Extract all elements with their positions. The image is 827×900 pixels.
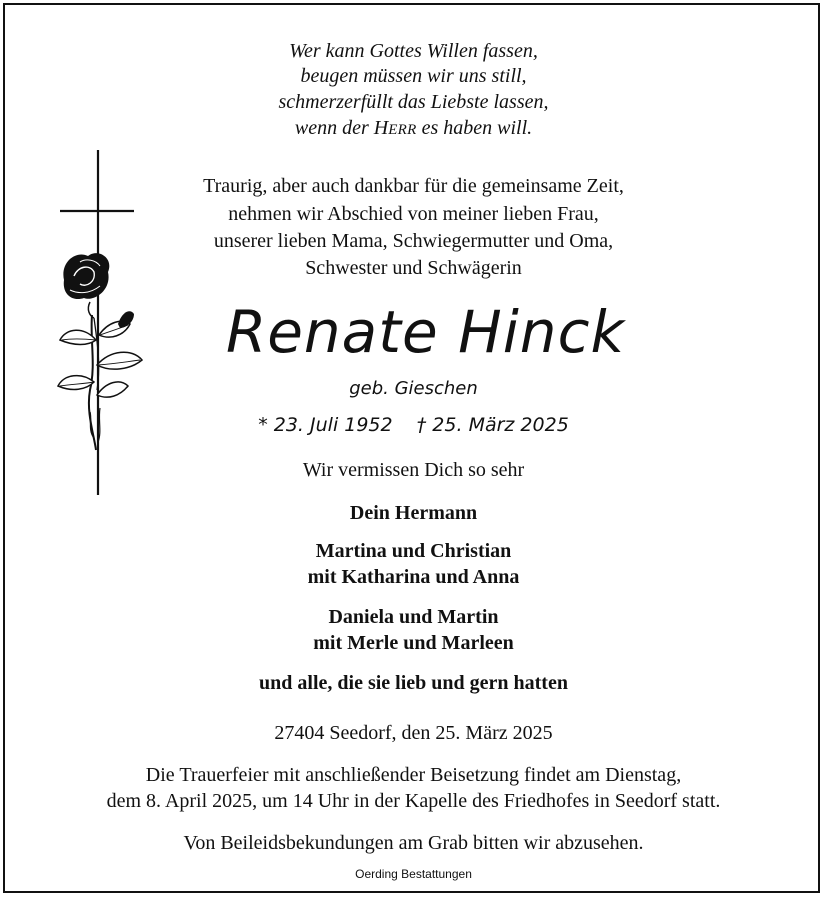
family-all-line: und alle, die sie lieb und gern hatten [259, 672, 568, 694]
intro-line-3: unserer lieben Mama, Schwiegermutter und Oma, [213, 230, 614, 252]
verse-lord-initial: H [373, 117, 389, 139]
verse-line-1: Wer kann Gottes Willen fassen, [289, 40, 538, 62]
verse-line-4-pre: wenn der [294, 117, 374, 139]
ceremony-line-2: dem 8. April 2025, um 14 Uhr in der Kapelle des Friedhofes in Seedorf statt. [106, 790, 721, 812]
undertaker-name: Oerding Bestattungen [355, 867, 472, 881]
intro-line-1: Traurig, aber auch dankbar für die gemeinsame Zeit, [203, 175, 624, 197]
family-group-1-line-1: Martina und Christian [315, 540, 512, 562]
condolence-note: Von Beileidsbekundungen am Grab bitten wir abzusehen. [183, 832, 644, 854]
family-group-1-line-2: mit Katharina und Anna [307, 566, 520, 588]
family-group-2-line-1: Daniela und Martin [328, 606, 499, 628]
verse-line-4-post: es haben will. [416, 117, 533, 139]
family-group-2-line-2: mit Merle und Marleen [313, 632, 514, 654]
deceased-name: Renate Hinck [225, 298, 626, 366]
verse-line-4 [0, 117, 827, 140]
verse-line-2: beugen müssen wir uns still, [300, 65, 527, 87]
birth-name: geb. Gieschen [349, 378, 478, 399]
place-date: 27404 Seedorf, den 25. März 2025 [274, 722, 553, 744]
intro-line-4: Schwester und Schwägerin [305, 257, 522, 279]
verse-lord-smallcaps: ERR [388, 122, 417, 138]
intro-line-2: nehmen wir Abschied von meiner lieben Frau, [228, 203, 599, 225]
family-husband: Dein Hermann [349, 502, 478, 524]
ceremony-line-1: Die Trauerfeier mit anschließender Beisetzung findet am Dienstag, [145, 764, 682, 786]
miss-you-line: Wir vermissen Dich so sehr [302, 459, 525, 481]
verse-line-3: schmerzerfüllt das Liebste lassen, [278, 91, 549, 113]
life-dates: * 23. Juli 1952 † 25. März 2025 [258, 414, 569, 436]
